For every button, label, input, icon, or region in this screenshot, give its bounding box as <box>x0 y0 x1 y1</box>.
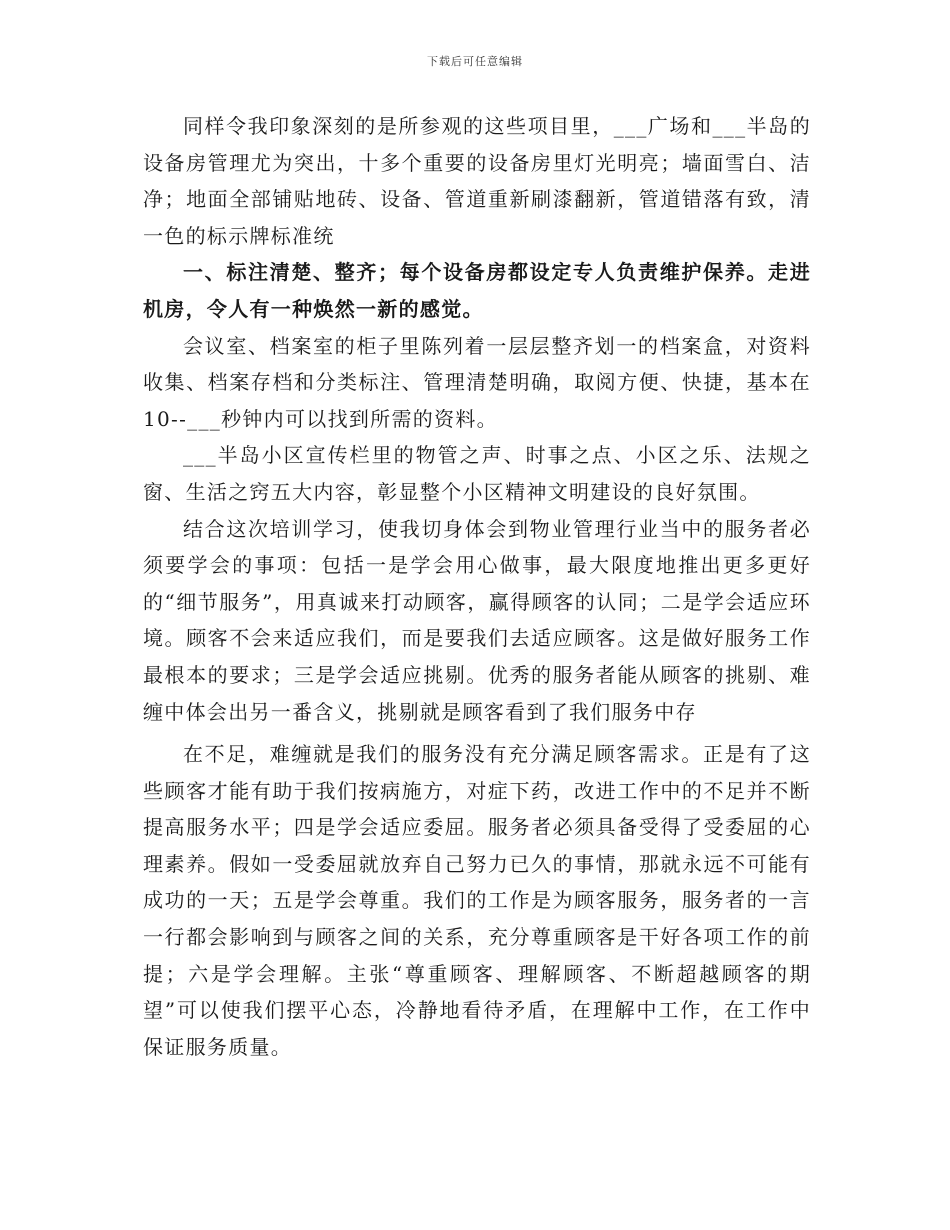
document-body <box>143 108 811 1065</box>
paragraph-archive-room: 会议室、档案室的柜子里陈列着一层层整齐划一的档案盒，对资料收集、档案存档和分类标注、管理清楚明确，取阅方便、快捷，基本在10--___秒钟内可以找到所需的资料。 <box>143 333 811 431</box>
paragraph-bulletin-board: ___半岛小区宣传栏里的物管之声、时事之点、小区之乐、法规之窗、生活之窍五大内容，彰显整个小区精神文明建设的良好氛围。 <box>143 443 811 504</box>
paragraph-labeling-bold: 一、标注清楚、整齐；每个设备房都设定专人负责维护保养。走进机房，令人有一种焕然一新的感觉。 <box>143 260 811 321</box>
paragraph-training-lessons: 结合这次培训学习，使我切身体会到物业管理行业当中的服务者必须要学会的事项：包括一是学会用心做事，最大限度地推出更多更好的“细节服务”，用真诚来打动顾客，赢得顾客的认同；二是学会适应环境。顾客不会来适应我们，而是要我们去适应顾客。这是做好服务工作最根本的要求；三是学会适应挑剔。优秀的服务者能从顾客的挑剔、难缠中体会出另一番含义，挑剔就是顾客看到了我们服务中存 <box>143 516 811 724</box>
page-header-note: 下载后可任意编辑 <box>427 55 523 68</box>
paragraph-service-quality: 在不足，难缠就是我们的服务没有充分满足顾客需求。正是有了这些顾客才能有助于我们按病施方，对症下药，改进工作中的不足并不断提高服务水平；四是学会适应委屈。服务者必须具备受得了受委屈的心理素养。假如一受委屈就放弃自己努力已久的事情，那就永远不可能有成功的一天；五是学会尊重。我们的工作是为顾客服务，服务者的一言一行都会影响到与顾客之间的关系，充分尊重顾客是干好各项工作的前提；六是学会理解。主张“尊重顾客、理解顾客、不断超越顾客的期望”可以使我们摆平心态，冷静地看待矛盾，在理解中工作，在工作中保证服务质量。 <box>143 742 811 1059</box>
paragraph-equipment-rooms: 同样令我印象深刻的是所参观的这些项目里，___广场和___半岛的设备房管理尤为突出，十多个重要的设备房里灯光明亮；墙面雪白、洁净；地面全部铺贴地砖、设备、管道重新刷漆翻新，管道错落有致，清一色的标示牌标准统 <box>143 114 811 248</box>
